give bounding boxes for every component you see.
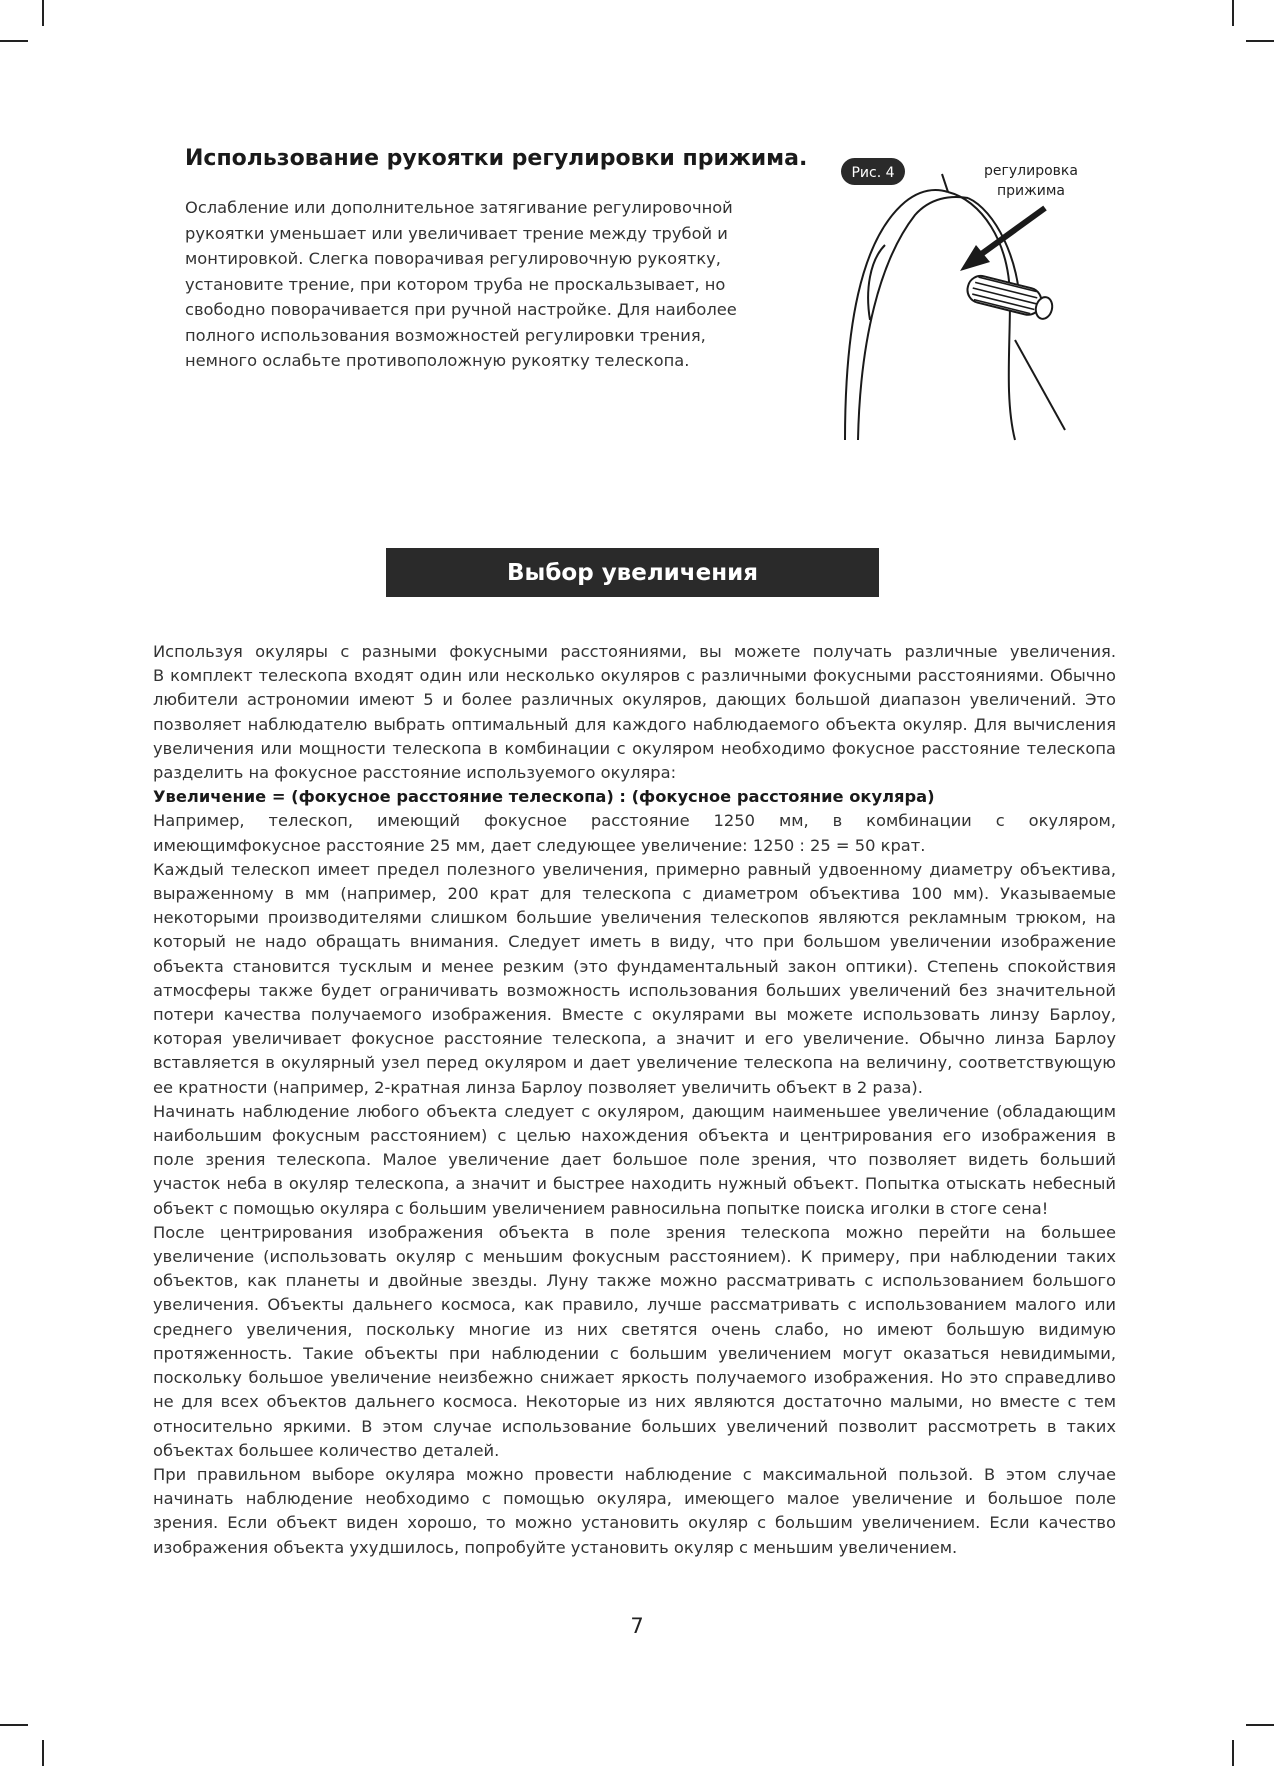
intro-line: свободно поворачивается при ручной настройке. Для наиболее	[185, 300, 737, 319]
intro-paragraph	[185, 195, 775, 374]
body-line: Используя окуляры с разными фокусными расстояниями, вы можете получать различные увеличения.	[153, 642, 1116, 661]
body-text	[153, 640, 1116, 1560]
crop-mark-bottom-left-h	[0, 1724, 28, 1726]
body-line: Начинать наблюдение любого объекта следует с окуляром, дающим наименьшее увеличение (обладающим	[153, 1101, 1116, 1121]
body-line: ее кратности (например, 2-кратная линза Барлоу позволяет увеличить объект в 2 раза).	[153, 1077, 923, 1097]
body-line: позволяет наблюдателю выбрать оптимальный для каждого наблюдаемого объекта окуляр. Для вычисления	[153, 714, 1116, 734]
crop-mark-top-right-v	[1232, 0, 1234, 26]
tension-knob-illustration	[830, 150, 1130, 450]
body-line: После центрирования изображения объекта в поле зрения телескопа можно перейти на большее	[153, 1222, 1116, 1242]
page-number: 7	[630, 1614, 644, 1638]
body-line: атмосферы также будет ограничивать возможность использования больших увеличений без значительной	[153, 980, 1116, 1000]
intro-line: установите трение, при котором труба не проскальзывает, но	[185, 274, 726, 294]
body-line: некоторыми производителями слишком большие увеличения телескопов являются рекламным трюком, на	[153, 908, 1116, 928]
body-line: объектов, как планеты и двойные звезды. Луну также можно рассматривать с использованием большого	[153, 1271, 1116, 1291]
callout-arrow-icon	[960, 208, 1045, 271]
crop-mark-top-right-h	[1246, 40, 1274, 42]
body-line: имеющимфокусное расстояние 25 мм, дает следующее увеличение: 1250 : 25 = 50 крат.	[153, 835, 926, 855]
crop-mark-bottom-right-v	[1232, 1740, 1234, 1766]
figure-4	[830, 150, 1130, 450]
crop-mark-top-left-v	[42, 0, 44, 26]
figure-label: Рис. 4	[851, 165, 895, 181]
callout-line-1: регулировка	[984, 163, 1078, 179]
intro-line: рукоятки уменьшает или увеличивает трение между трубой и	[185, 223, 728, 243]
intro-line: немного ослабьте противоположную рукоятку телескопа.	[185, 351, 690, 370]
body-line: Например, телескоп, имеющий фокусное расстояние 1250 мм, в комбинации с окуляром,	[153, 811, 1116, 831]
body-line: который не надо обращать внимания. Следует иметь в виду, что при большом увеличении изображение	[153, 932, 1116, 952]
intro-line: полного использования возможностей регулировки трения,	[185, 325, 706, 345]
body-line: объекта становится тусклым и менее резким (это фундаментальный закон оптики). Степень спокойствия	[153, 956, 1116, 976]
section-banner: Выбор увеличения	[386, 548, 879, 597]
crop-mark-top-left-h	[0, 40, 28, 42]
body-line: разделить на фокусное расстояние используемого окуляра:	[153, 763, 677, 783]
body-line: объектах большее количество деталей.	[153, 1440, 500, 1460]
body-line: не для всех объектов дальнего космоса. Некоторые из них являются достаточно малыми, но вместе с тем	[153, 1392, 1116, 1412]
section-title: Использование рукоятки регулировки прижима.	[185, 146, 808, 171]
body-line: зрения. Если объект виден хорошо, то можно установить окуляр с большим увеличением. Если качество	[153, 1513, 1116, 1533]
body-line: относительно яркими. В этом случае использование больших увеличений позволит рассмотреть в таких	[153, 1416, 1116, 1436]
body-line: увеличения или мощности телескопа в комбинации с окуляром необходимо фокусное расстояние телескопа	[153, 738, 1116, 758]
body-line: поскольку большое увеличение неизбежно снижает яркость получаемого изображения. Но это справедливо	[153, 1368, 1116, 1388]
body-line: изображения объекта ухудшилось, попробуйте установить окуляр с меньшим увеличением.	[153, 1537, 958, 1557]
body-line: участок неба в окуляр телескопа, а значит и быстрее находить нужный объект. Попытка отыскать небесный	[153, 1174, 1116, 1194]
magnification-formula: Увеличение = (фокусное расстояние телескопа) : (фокусное расстояние окуляра)	[153, 787, 935, 807]
body-line: увеличение (использовать окуляр с меньшим фокусным расстоянием). К примеру, при наблюдении таких	[153, 1247, 1116, 1267]
body-line: потери качества получаемого изображения. Вместе с окулярами вы можете использовать линзу Барлоу,	[153, 1005, 1116, 1025]
body-line: объект с помощью окуляра с большим увеличением равносильна попытке поиска иголки в стоге сена!	[153, 1198, 1049, 1218]
body-line: Каждый телескоп имеет предел полезного увеличения, примерно равный удвоенному диаметру объектива,	[153, 859, 1116, 879]
crop-mark-bottom-left-v	[42, 1740, 44, 1766]
body-line: любители астрономии имеют 5 и более различных окуляров, дающих большой диапазон увеличений. Это	[153, 690, 1116, 710]
body-line: которая увеличивает фокусное расстояние телескопа, а значит и его увеличение. Обычно линза Барлоу	[153, 1029, 1116, 1049]
body-line: наибольшим фокусным расстоянием) с целью нахождения объекта и центрирования его изображения в	[153, 1126, 1116, 1146]
crop-mark-bottom-right-h	[1246, 1724, 1274, 1726]
body-line: протяженность. Такие объекты при наблюдении с большим увеличением могут оказаться невидимыми,	[153, 1343, 1116, 1363]
body-line: поле зрения телескопа. Малое увеличение дает большое поле зрения, что позволяет видеть больший	[153, 1150, 1116, 1170]
body-line: начинать наблюдение необходимо с помощью окуляра, имеющего малое увеличение и большое поле	[153, 1489, 1116, 1509]
intro-line: Ослабление или дополнительное затягивание регулировочной	[185, 198, 733, 217]
body-line: вставляется в окулярный узел перед окуляром и дает увеличение телескопа на величину, соответствующую	[153, 1053, 1116, 1073]
callout-line-2: прижима	[997, 183, 1065, 199]
intro-line: монтировкой. Слегка поворачивая регулировочную рукоятку,	[185, 249, 721, 268]
body-line: среднего увеличения, поскольку многие из них светятся очень слабо, но имеют большую видимую	[153, 1319, 1116, 1339]
body-line: В комплект телескопа входят один или несколько окуляров с различными фокусными расстояниями. Обычно	[153, 666, 1116, 686]
body-line: При правильном выборе окуляра можно провести наблюдение с максимальной пользой. В этом случае	[153, 1464, 1116, 1484]
body-line: увеличения. Объекты дальнего космоса, как правило, лучше рассматривать с использованием малого или	[153, 1295, 1116, 1315]
body-line: выраженному в мм (например, 200 крат для телескопа с диаметром объектива 100 мм). Указываемые	[153, 884, 1116, 904]
